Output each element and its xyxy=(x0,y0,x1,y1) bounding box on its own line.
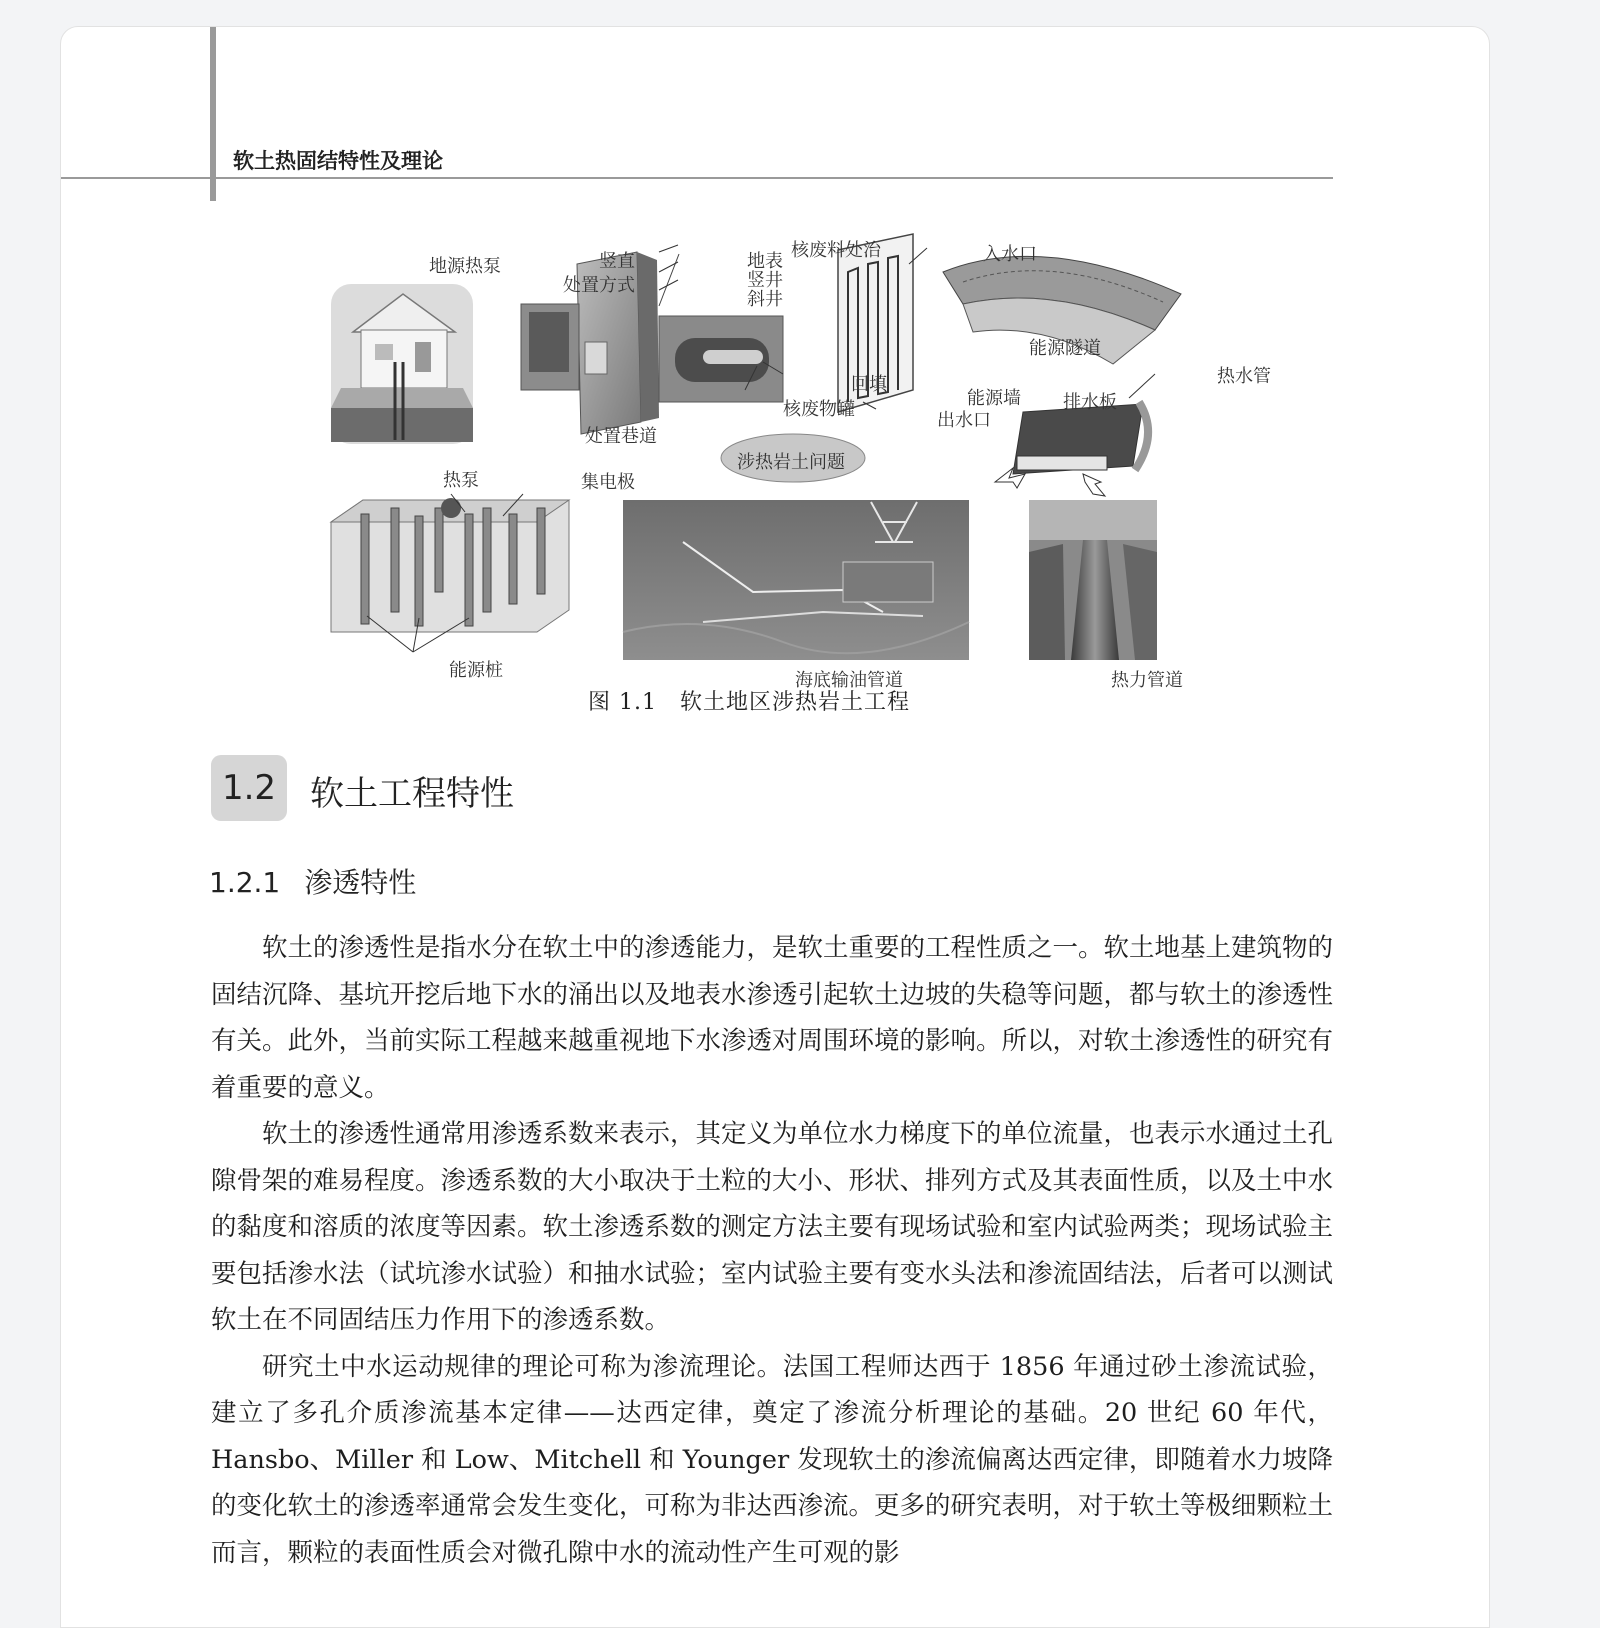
label-backfill: 回填 xyxy=(851,374,887,395)
label-shaft: 竖井 xyxy=(747,270,783,291)
label-hot-water-pipe: 热水管 xyxy=(1217,366,1271,387)
section-title: 软土工程特性 xyxy=(310,774,514,814)
heat-pipeline-image xyxy=(1029,500,1157,660)
label-surface: 地表 xyxy=(747,251,783,272)
label-ground-source-heat-pump: 地源热泵 xyxy=(429,256,501,277)
subsea-pipeline-image xyxy=(623,500,969,660)
figure-caption: 图 1.1 软土地区涉热岩土工程 xyxy=(588,690,910,715)
figure-1-1 xyxy=(323,212,1271,691)
label-water-inlet: 入水口 xyxy=(983,244,1037,265)
energy-piles-image xyxy=(331,498,569,632)
label-energy-tunnel: 能源隧道 xyxy=(1029,338,1101,359)
label-heat-pipeline: 热力管道 xyxy=(1111,670,1183,691)
paragraph: 研究土中水运动规律的理论可称为渗流理论。法国工程师达西于 1856 年通过砂土渗流试验，建立了多孔介质渗流基本定律——达西定律，奠定了渗流分析理论的基础。20 世纪 60 年代，Hansbo、Miller 和 Low、Mitchell 和 Younger 发现软土的渗流偏离达西定律，即随着水力坡降的变化软土的渗透率通常会发生变化，可称为非达西渗流。更多的研究表明，对于软土等极细颗粒土而言，颗粒的表面性质会对微孔隙中水的流动性产生可观的影 xyxy=(211,1351,1334,1568)
label-energy-pile: 能源桩 xyxy=(449,660,503,681)
label-heat-pump: 热泵 xyxy=(443,470,479,491)
document-page xyxy=(60,26,1490,1628)
label-inclined-shaft: 斜井 xyxy=(747,289,783,310)
subsection-heading xyxy=(209,861,416,901)
label-nuclear-waste-canister: 核废物罐 xyxy=(783,399,855,420)
label-nuclear-waste-disposal: 核废料处治 xyxy=(791,240,881,261)
subsection-number: 1.2.1 xyxy=(209,866,281,899)
label-vertical-disposal: 竖直 处置方式 xyxy=(563,251,635,296)
body-text xyxy=(211,925,1333,1576)
label-disposal-tunnel: 处置巷道 xyxy=(585,426,657,447)
label-subsea-pipeline: 海底输油管道 xyxy=(795,670,903,691)
margin-bar xyxy=(210,27,216,201)
section-number-badge: 1.2 xyxy=(211,755,287,821)
label-energy-wall: 能源墙 xyxy=(967,388,1021,409)
label-collector: 集电极 xyxy=(581,472,635,493)
paragraph: 软土的渗透性通常用渗透系数来表示，其定义为单位水力梯度下的单位流量，也表示水通过土孔隙骨架的难易程度。渗透系数的大小取决于土粒的大小、形状、排列方式及其表面性质，以及土中水的黏度和溶质的浓度等因素。软土渗透系数的测定方法主要有现场试验和室内试验两类；现场试验主要包括渗水法（试坑渗水试验）和抽水试验；室内试验主要有变水头法和渗流固结法，后者可以测试软土在不同固结压力作用下的渗透系数。 xyxy=(211,1119,1334,1335)
subsection-title: 渗透特性 xyxy=(304,866,417,899)
label-drainage-board: 排水板 xyxy=(1063,392,1117,413)
label-thermal-geotech-problem: 涉热岩土问题 xyxy=(737,452,845,473)
nuclear-repository-image xyxy=(521,252,783,434)
label-water-outlet: 出水口 xyxy=(937,410,991,431)
heat-pump-house-image xyxy=(331,284,473,444)
drainage-board-image xyxy=(995,402,1148,496)
header-rule xyxy=(61,177,1333,179)
running-head: 软土热固结特性及理论 xyxy=(233,149,443,173)
paragraph: 软土的渗透性是指水分在软土中的渗透能力，是软土重要的工程性质之一。软土地基上建筑物的固结沉降、基坑开挖后地下水的涌出以及地表水渗透引起软土边坡的失稳等问题，都与软土的渗透性有关。此外，当前实际工程越来越重视地下水渗透对周围环境的影响。所以，对软土渗透性的研究有着重要的意义。 xyxy=(211,933,1334,1103)
